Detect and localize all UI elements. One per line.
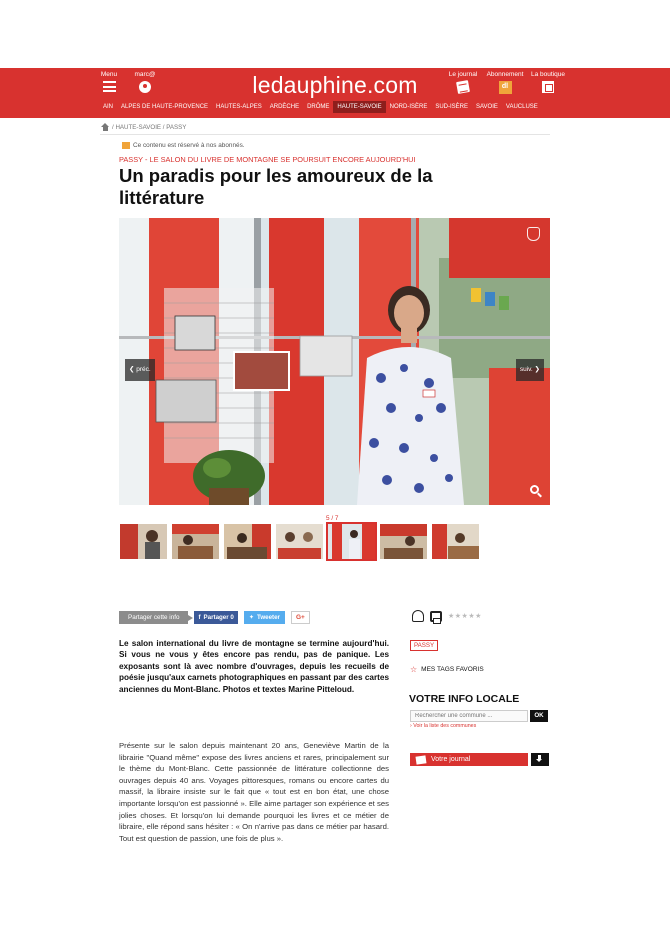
thumbnail[interactable] [120,524,167,559]
breadcrumb [101,123,186,131]
nav-item-savoie[interactable]: SAVOIE [476,104,498,110]
thumbnail-strip [120,524,479,559]
user-account-button[interactable] [133,71,157,93]
touch-swipe-icon [527,227,540,241]
site-logo[interactable]: ledauphine.com [252,72,418,98]
subscription-badge-icon: dl [499,81,512,94]
nav-item-ardeche[interactable]: ARDÈCHE [269,104,300,110]
zoom-icon[interactable] [530,485,539,494]
article-kicker: PASSY - LE SALON DU LIVRE DE MONTAGNE SE POURSUIT ENCORE AUJOURD'HUI [119,155,416,164]
star-outline-icon: ☆ [410,665,418,674]
share-label: Partager cette info [119,611,188,624]
newspaper-icon [456,80,470,94]
newspaper-icon [415,755,426,764]
twitter-icon: ✦ [248,614,254,621]
home-icon[interactable] [101,123,110,131]
article-lead: Le salon international du livre de montagne se termine aujourd'hui. Si vous ne vous y êtes encore pas rendu, pas de panique. Les exposants sont là avec nombre d'ouvrages, depuis les recueils de poésie jusqu'aux carnets photographiques en passant par des cartes anciennes du Mont-Blanc. Photos et textes Marine Pitteloud. [119,639,389,694]
journal-button[interactable] [446,71,480,93]
shopping-bag-icon [542,81,554,93]
slideshow-next-button[interactable] [516,359,544,381]
thumbnail[interactable] [380,524,427,559]
slide-counter: 5 / 7 [326,515,339,522]
facebook-share-label: Partager 0 [203,614,234,621]
prev-label: préc. [136,366,151,373]
google-plus-button[interactable]: G+ [291,611,310,624]
article-body: Présente sur le salon depuis maintenant 20 ans, Geneviève Martin de la librairie "Quand même" expose des livres anciens et rares, principalement sur le thème du Mont-Blanc. Cette passionnée de littérature collectionne des ouvrages depuis 40 ans. Voyages pittoresques, romans ou encore cartes du massif, la libraire insiste sur le fait que « tout est en bon état, une chose importante lorsqu'on est passionné ». Elle aime partager son expérience et ses jolies choses. Et lorsqu'on lui demande pourquoi les livres et ce métier de libraire, elle répond sans hésiter : « On n'arrive pas dans ce métier par hasard. Tout est question de passion, une fois de plus ». [119,741,389,843]
facebook-icon: f [198,614,201,621]
favorite-tags-label: MES TAGS FAVORIS [421,666,484,673]
slide-photo [119,218,550,505]
hamburger-icon [103,81,116,92]
next-label: suiv. [519,366,533,373]
rating-stars[interactable]: ★★★★★ [448,613,482,620]
facebook-share-button[interactable] [194,611,237,624]
breadcrumb-path[interactable]: / HAUTE-SAVOIE / PASSY [112,123,187,131]
commune-search-input[interactable] [410,710,528,722]
slideshow-prev-button[interactable] [125,359,155,381]
journal-label: Le journal [448,71,478,78]
nav-item-hautes-alpes[interactable]: HAUTES-ALPES [216,104,262,110]
menu-label: Menu [100,71,118,78]
shop-button[interactable] [529,71,567,93]
divider [100,134,550,135]
your-journal-button[interactable] [410,753,528,766]
subscriber-note [122,142,245,149]
article-tools [412,610,482,622]
commune-ok-button[interactable]: OK [530,710,548,722]
site-header [0,68,670,118]
thumbnail[interactable] [172,524,219,559]
thumbnail[interactable] [432,524,479,559]
share-bar [119,611,310,624]
user-label: marc@ [134,71,156,78]
user-icon [139,81,151,93]
thumbnail-active[interactable] [328,524,375,559]
menu-button[interactable] [99,71,119,92]
subscription-button[interactable] [484,71,526,94]
thumbnail[interactable] [224,524,271,559]
nav-item-alpes-de-haute-provence[interactable]: ALPES DE HAUTE-PROVENCE [121,104,209,110]
nav-item-sud-isere[interactable]: SUD-ISÈRE [435,104,468,110]
nav-item-nord-isere[interactable]: NORD-ISÈRE [389,104,428,110]
favorite-tags-link[interactable] [410,665,484,674]
print-icon[interactable] [430,611,442,622]
your-journal-label: Votre journal [431,756,471,763]
download-icon[interactable] [531,753,549,766]
nav-item-ain[interactable]: AIN [103,104,114,110]
chevron-right-icon: ❯ [534,366,540,373]
article-title: Un paradis pour les amoureux de la littérature [119,165,433,208]
local-info-heading: VOTRE INFO LOCALE [409,693,520,705]
twitter-share-button[interactable] [244,611,285,624]
subscriber-note-text: Ce contenu est réservé à nos abonnés. [133,142,245,149]
email-icon[interactable] [412,610,424,622]
region-nav [99,101,542,113]
chevron-left-icon: ❮ [129,366,135,373]
thumbnail[interactable] [276,524,323,559]
subscription-label: Abonnement [486,71,524,78]
tag-passy[interactable]: PASSY [410,640,438,651]
premium-icon [122,142,130,149]
nav-item-drome[interactable]: DRÔME [307,104,330,110]
nav-item-haute-savoie[interactable]: HAUTE-SAVOIE [333,101,385,113]
nav-item-vaucluse[interactable]: VAUCLUSE [505,104,538,110]
communes-list-link[interactable]: › Voir la liste des communes [410,723,477,729]
photo-slideshow[interactable] [119,218,550,505]
twitter-share-label: Tweeter [257,614,280,621]
shop-label: La boutique [531,71,565,78]
